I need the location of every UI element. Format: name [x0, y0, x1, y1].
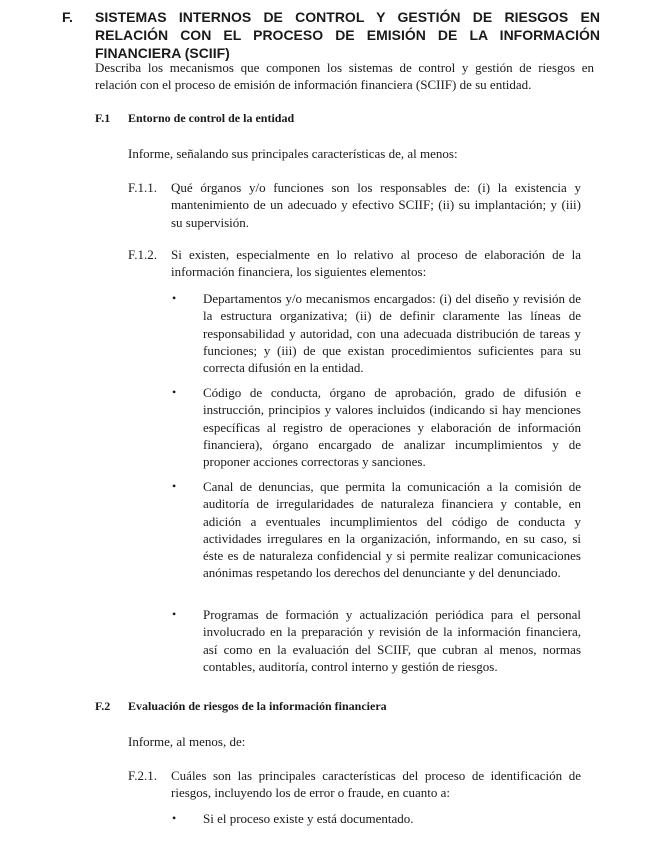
section-intro: Describa los mecanismos que componen los sistemas de control y gestión de riesgos en relación con el proceso de emisión de información financiera (SCIIF) de su entidad. [95, 60, 594, 93]
section-title: SISTEMAS INTERNOS DE CONTROL Y GESTIÓN DE RIESGOS EN RELACIÓN CON EL PROCESO DE EMISIÓN DE LA INFORMACIÓN FINANCIERA (SCIIF) [95, 9, 600, 61]
bullet-text: Programas de formación y actualización periódica para el personal involucrado en la preparación y revisión de la información financiera, así como en la evaluación del SCIIF, que cubran al menos, normas contables, auditoría, control interno y gestión de riesgos. [203, 607, 581, 674]
subsection-number-f2: F.2 [95, 699, 111, 713]
subsection-lead-f1: Informe, señalando sus principales características de, al menos: [128, 146, 458, 161]
bullet-point: • [172, 385, 177, 399]
subsection-lead-f2: Informe, al menos, de: [128, 734, 246, 749]
bullet-point: • [172, 811, 177, 825]
bullet-text: Si el proceso existe y está documentado. [203, 811, 414, 826]
item-number: F.2.1. [128, 768, 157, 783]
bullet-point: • [172, 291, 177, 305]
item-text: Si existen, especialmente en lo relativo al proceso de elaboración de la información financiera, los siguientes elementos: [171, 247, 581, 280]
bullet-text: Canal de denuncias, que permita la comunicación a la comisión de auditoría de irregularidades de naturaleza financiera y contable, en adición a eventuales incumplimientos del código de conducta y actividades irregulares en la organización, informando, en su caso, si éste es de naturaleza confidencial y si permite realizar comunicaciones anónimas respetando los derechos del denunciante y del denunciado. [203, 479, 581, 581]
bullet-text: Departamentos y/o mecanismos encargados: (i) del diseño y revisión de la estructura organizativa; (ii) de definir claramente las líneas de responsabilidad y autoridad, con una adecuada distribución de tareas y funciones; y (iii) de que existan procedimientos suficientes para su correcta difusión en la entidad. [203, 291, 581, 376]
item-number: F.1.1. [128, 180, 157, 195]
item-text: Qué órganos y/o funciones son los responsables de: (i) la existencia y mantenimiento de un adecuado y efectivo SCIIF; (ii) su implantación; y (iii) su supervisión. [171, 180, 581, 230]
subsection-title-f1: Entorno de control de la entidad [128, 111, 295, 125]
bullet-point: • [172, 479, 177, 493]
item-text: Cuáles son las principales características del proceso de identificación de riesgos, incluyendo los de error o fraude, en cuanto a: [171, 768, 581, 801]
subsection-title-f2: Evaluación de riesgos de la información financiera [128, 699, 387, 713]
bullet-point: • [172, 607, 177, 621]
bullet-text: Código de conducta, órgano de aprobación, grado de difusión e instrucción, principios y valores incluidos (indicando si hay menciones específicas al registro de operaciones y elaboración de información financiera), órgano encargado de analizar incumplimientos y de proponer acciones correctoras y sanciones. [203, 385, 581, 470]
section-letter: F. [62, 9, 73, 25]
item-number: F.1.2. [128, 247, 157, 262]
subsection-number-f1: F.1 [95, 111, 111, 125]
